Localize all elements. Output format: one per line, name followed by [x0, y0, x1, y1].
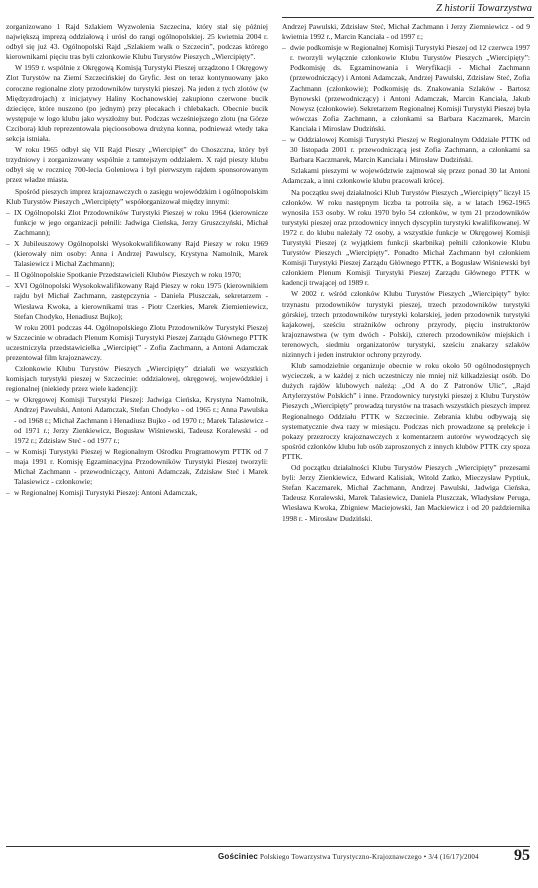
list-item: – XVI Ogólnopolski Wysokokwalifikowany Rajd Pieszy w roku 1975 (kierownikiem rajdu był Michał Zachmann, zastępczynia - Daniela Pluszczak, sekretarzem - Wiesława Kwoka, a kierownikami tras - Piotr Czerkies, Marek Ziemieniewicz, Stefan Chodyko, Henadiusz Bujko); — [6, 281, 268, 321]
issue-number: 3/4 (16/17)/2004 — [428, 853, 479, 861]
list-item: – w Komisji Turystyki Pieszej w Regionalnym Ośrodku Programowym PTTK od 7 maja 1991 r. Komisję Egzaminacyjna Przodowników Turystyki Pieszej tworzyli: Michał Zachmann - przewodniczący, Antoni Adamczak, Zdzisław Steć i Marek Talasiewicz - członkowie; — [6, 447, 268, 487]
footer-rule — [6, 846, 530, 847]
publication-line — [218, 852, 479, 861]
running-header: Z historii Towarzystwa — [436, 3, 532, 14]
paragraph: Członkowie Klubu Turystów Pieszych „Wiercipięty” działali we wszystkich komisjach turystyki pieszej w Szczecinie: oddziałowej, okręgowej, wojewódzkiej i regionalnej (niekiedy przez wiele kadencji): — [6, 364, 268, 394]
paragraph: W 1959 r. wspólnie z Okręgową Komisją Turystyki Pieszej urządzono I Okręgowy Zlot Turystów na Ziemi Szczecińskiej do Gryfic. Jest on teraz kontynuowany jako coroczne regionalne zloty przodowników turystyki pieszej. Na jeden z tych zlotów (w Międzyzdrojach) z inicjatywy Haliny Kochanowskiej zakupiono czerwone bucik dziecięce, które nuszono (po jednym) przy plecakach i chlebakach. Obecnie bucik występuje w logo klubu jako wyszłożny but. Podczas wcześniejszego zlotu (na Górze Czcibora) klub reprezentowała pięcioosobowa drużyna konna, podnieważ wtedy taka sekcja istniała. — [6, 63, 268, 144]
right-column — [282, 22, 530, 525]
paragraph: Szlakami pieszymi w województwie zajmował się przez ponad 30 lat Antoni Adamczak, a inni członkowie klubu pracowali krócej. — [282, 166, 530, 186]
paragraph: W 2002 r. wśród członków Klubu Turystów Pieszych „Wiercipięty” było: trzynastu przodowników turystyki pieszej, trzech przodowników turystyki górskiej, trzech przodowników turystyki kolarskiej, jeden przodownik turystyki kajakowej, sześciu strażników ochrony przyrody, pięciu instruktorów krajoznawstwa (w tym dwóch - Polski), czterech przodowników miejskich i terenowych, siedmiu organizatorów turystyki, sześciu znakarzy szlaków nizinnych i jeden instruktor ochrony przyrody. — [282, 289, 530, 359]
list-item: – w Oddziałowej Komisji Turystyki Pieszej w Regionalnym Oddziale PTTK od 30 listopada 2001 r. przewodniczącą jest Zofia Zachmann, a członkami sa Barbara Kaczmarek, Marcin Kanciała i Mirosław Dudziński. — [282, 135, 530, 165]
list-item: – dwie podkomisje w Regionalnej Komisji Turystyki Pieszej od 12 czerwca 1997 r. tworzyli wyłącznie członkowie Klubu Turystów Pieszych „Wiercipięty”: Podkomisję ds. Egzaminowania i Weryfikacji - Michał Zachmann (przewodniczący) i Antoni Adamczak, Andrzej Pawulski, Zdzisław Steć, Zofia Zachmann (członkowie); Podkomisję ds. Znakowania Szlaków - Bartosz Bynowski (przewodniczący) i Antoni Adamczak, Marcin Kanciała, Jakub Nowysz (członkowie). Sekretarzem Regionalnej Komisji Turystyki Pieszej była wówczas Zofia Zachmann, a członkami sa Barbara Kaczmarek, Marcin Kanciała i Mirosław Dudziński. — [282, 43, 530, 134]
list-item: – w Regionalnej Komisji Turystyki Pieszej: Antoni Adamczak, — [6, 488, 268, 498]
paragraph: zorganizowano 1 Rajd Szlakiem Wyzwolenia Szczecina, który stał się później największą imprezą oddziałową i urósł do rangi ogólnopolskiej. 25 kwietnia 2004 r. odbył się już 43. Ogólnopolski Rajd „Szlakiem walk o Szczecin”, podczas którego kierownikami pięciu tras byli członkowie Klubu Turystów Pieszych „Wiercipięty”. — [6, 22, 268, 62]
header-rule — [282, 17, 534, 18]
paragraph: Klub samodzielnie organizuje obecnie w roku około 50 ogólnodostępnych wycieczek, a w każdej z nich uczestniczy nie mniej niż kilkadziesiąt osób. Do dużych rajdów klubowych należą: „Od A do Z Patronów Ulic”, „Rajd Artylerzystów Polskich” i inne. Przodownicy turystyki pieszej z Klubu Turystów Pieszych „Wiercipięty” prowadzą turystów na trasach wszystkich pieszych imprez Regionalnego Oddziału PTTK w Szczecinie. Zebrania klubu odbywają się systematycznie dwa razy w miesiącu. Podczas nich prowadzone są prelekcje i pokazy przezroczy krajoznawczych z komentarzem autorów wywodzących się spośród członków klubu lub osób zaproszonych z innych klubów PTTK czy spoza PTTK. — [282, 361, 530, 461]
paragraph: W roku 1965 odbył się VII Rajd Pieszy „Wiercipięt” do Choszczna, który był trzydniowy i zorganizowany wspólnie z tamtejszym oddziałem. X rajd pieszy klubu odbył się w rocznicę 700-lecia Goleniowa i był pierwszym rajdem sponsorowanym przez władze miasta. — [6, 145, 268, 185]
page-number: 95 — [514, 847, 530, 864]
publisher-name: Polskiego Towarzystwa Turystyczno-Krajoznawczego — [260, 853, 422, 861]
magazine-brand: Gościniec — [218, 852, 259, 861]
paragraph: Na początku swej działalności Klub Turystów Pieszych „Wiercipięty” liczył 15 członków. W roku następnym liczba ta potroiła się, a w latach 1962-1965 wynosiła 153 osoby. W roku 1970 było 54 członków, w tym 21 przodowników turystyki pieszej oraz przodownicy innych dyscyplin turystyki kwalifikowanej. W 1972 r. do klubu należały 72 osoby, a wszystkie funkcje w Okręgowej Komisji Turystyki Pieszej (z wyjątkiem funkcji skarbnika) pełnili członkowie Klubu Turystów Pieszych „Wiercipięty”. Ponadto Michał Zachmann był członkiem Komisji Turystyki Pieszej Zarządu Głównego PTTK, a Bogusław Wiśniewski był członkiem Plenum Komisji Turystyki Pieszej Zarządu Głównego PTTK w kadencji trwającej od 1989 r. — [282, 187, 530, 288]
left-column — [6, 22, 268, 499]
footer-separator: • — [423, 853, 427, 861]
list-item: – X Jubileuszowy Ogólnopolski Wysokokwalifikowany Rajd Pieszy w roku 1969 (kierowały nim osoby: Anna i Andrzej Pawulscy, Krystyna Namolnik, Marek Talasiewicz i Michał Zachmann); — [6, 239, 268, 269]
paragraph: Andrzej Pawulski, Zdzisław Steć, Michał Zachmann i Jerzy Ziemniewicz - od 9 kwietnia 1992 r., Marcin Kanciała - od 1997 r.; — [282, 22, 530, 42]
paragraph: Od początku działalności Klubu Turystów Pieszych „Wiercipięty” prezesami byli: Jerzy Zienkiewicz, Edward Kalisiak, Witold Zatko, Mieczysław Pyptiuk, Stefan Kaczmarek, Michał Zachmann, Andrzej Pawulski, Jadwiga Cieńska, Tadeusz Koralewski, Marek Talasiewicz, Daniela Pluszczak, Władysław Peruga, Wiesława Kwoka, Zbigniew Maciejowski, Jan Mackiewicz i od 20 października 1998 r. - Mirosław Dudziński. — [282, 463, 530, 523]
list-item: – II Ogólnopolskie Spotkanie Przedstawicieli Klubów Pieszych w roku 1970; — [6, 270, 268, 280]
list-item: – IX Ogólnopolski Zlot Przodowników Turystyki Pieszej w roku 1964 (kierownicze funkcje w jego organizacji pełnili: Jadwiga Cieńska, Jerzy Gruszczyński, Michał Zachmann); — [6, 208, 268, 238]
paragraph: W roku 2001 podczas 44. Ogólnopolskiego Zlotu Przodowników Turystyki Pieszej w Szczecinie w obradach Plenum Komisji Turystyki Pieszej Zarządu Głównego PTTK uczestniczyła przedstawicielka „Wiercipięt” - Zofia Zachmann, a Antoni Adamczak prezentował film krajoznawczy. — [6, 322, 268, 362]
list-item: – w Okręgowej Komisji Turystyki Pieszej: Jadwiga Cieńska, Krystyna Namolnik, Andrzej Pawulski, Antoni Adamczak, Stefan Chodyko - od 1965 r.; Anna Pawulska - od 1968 r.; Michał Zachmann i Henadiusz Bujko - od 1970 r.; Marek Talasiewicz - od 1971 r.; Jerzy Zienkiewicz, Bogusław Wiśniewski, Tadeusz Koralewski - od 1972 r.; Zdzisław Steć - od 1977 r.; — [6, 395, 268, 445]
page-footer — [6, 846, 530, 866]
paragraph: Spośród pieszych imprez krajoznawczych o zasięgu wojewódzkim i ogólnopolskim Klub Turystów Pieszych „Wiercipięty” współorganizował między innymi: — [6, 186, 268, 206]
